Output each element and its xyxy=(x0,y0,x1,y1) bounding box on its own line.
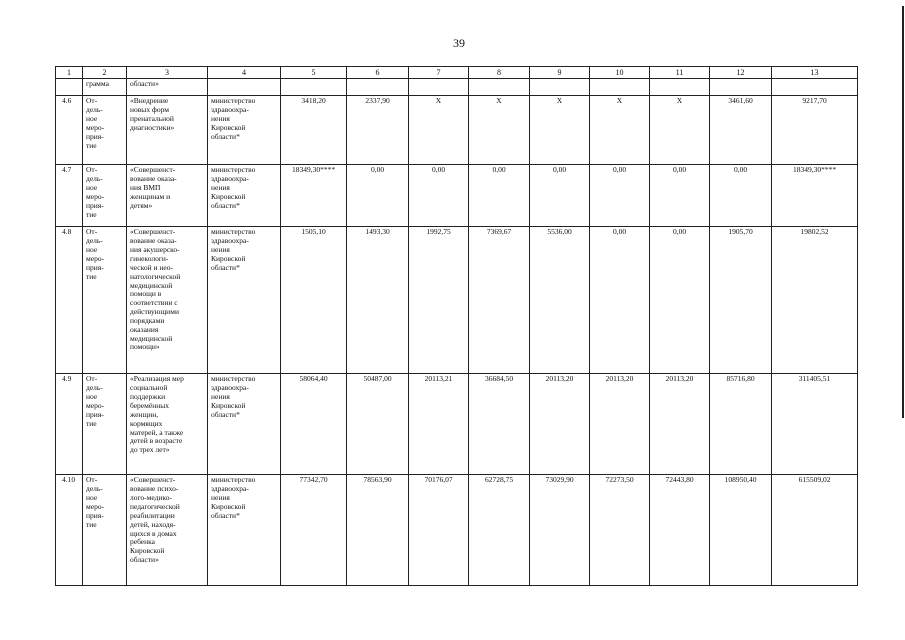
column-number-row xyxy=(56,67,858,79)
value-cell: 18349,30**** xyxy=(772,165,858,227)
row-executor-cell: министерство здравоохра- нения Кировской области* xyxy=(208,96,281,165)
row-name-cell: «Внедрение новых форм пренатальной диагностики» xyxy=(127,96,208,165)
value-cell: 108950,40 xyxy=(710,475,772,586)
value-cell: 20113,20 xyxy=(530,374,590,475)
value-cell: 0,00 xyxy=(710,165,772,227)
value-cell: 36684,50 xyxy=(469,374,530,475)
row-type-cell: От- дель- ное меро- прия- тие xyxy=(83,96,127,165)
column-header-8: 8 xyxy=(469,67,530,79)
column-header-7: 7 xyxy=(409,67,469,79)
row-executor-cell: министерство здравоохра- нения Кировской области* xyxy=(208,227,281,374)
cell: грамма xyxy=(83,79,127,96)
value-cell: X xyxy=(590,96,650,165)
value-cell: 1505,10 xyxy=(281,227,347,374)
value-cell: 0,00 xyxy=(590,227,650,374)
row-number-cell: 4.8 xyxy=(56,227,83,374)
value-cell: 20113,20 xyxy=(650,374,710,475)
cell xyxy=(590,79,650,96)
column-header-13: 13 xyxy=(772,67,858,79)
cell xyxy=(208,79,281,96)
value-cell: 0,00 xyxy=(650,165,710,227)
value-cell: 1493,30 xyxy=(347,227,409,374)
value-cell: 3461,60 xyxy=(710,96,772,165)
column-header-1: 1 xyxy=(56,67,83,79)
value-cell: 20113,21 xyxy=(409,374,469,475)
column-header-3: 3 xyxy=(127,67,208,79)
cell xyxy=(772,79,858,96)
value-cell: 615509,02 xyxy=(772,475,858,586)
table-row xyxy=(56,96,858,165)
table-row xyxy=(56,227,858,374)
cell xyxy=(281,79,347,96)
row-name-cell: «Реализация мер социальной поддержки беремённых женщин, кормящих матерей, а также детей в возрасте до трех лет» xyxy=(127,374,208,475)
value-cell: 70176,07 xyxy=(409,475,469,586)
value-cell: 0,00 xyxy=(590,165,650,227)
column-header-9: 9 xyxy=(530,67,590,79)
row-name-cell: «Совершенст- вование оказа- ния ВМП женщинам и детям» xyxy=(127,165,208,227)
value-cell: 58064,40 xyxy=(281,374,347,475)
value-cell: 0,00 xyxy=(469,165,530,227)
cell: области» xyxy=(127,79,208,96)
cell xyxy=(650,79,710,96)
value-cell: 2337,90 xyxy=(347,96,409,165)
value-cell: 19802,52 xyxy=(772,227,858,374)
value-cell: 77342,70 xyxy=(281,475,347,586)
row-name-cell: «Совершенст- вование психо- лого-медико- педагогической реабилитации детей, находя- щихся в домах ребенка Кировской области» xyxy=(127,475,208,586)
value-cell: 50487,00 xyxy=(347,374,409,475)
value-cell: 0,00 xyxy=(409,165,469,227)
row-number-cell: 4.9 xyxy=(56,374,83,475)
value-cell: 0,00 xyxy=(347,165,409,227)
value-cell: 78563,90 xyxy=(347,475,409,586)
value-cell: X xyxy=(409,96,469,165)
continuation-row xyxy=(56,79,858,96)
row-executor-cell: министерство здравоохра- нения Кировской области* xyxy=(208,374,281,475)
value-cell: 62728,75 xyxy=(469,475,530,586)
value-cell: 311405,51 xyxy=(772,374,858,475)
column-header-12: 12 xyxy=(710,67,772,79)
value-cell: 72443,80 xyxy=(650,475,710,586)
value-cell: 85716,80 xyxy=(710,374,772,475)
column-header-6: 6 xyxy=(347,67,409,79)
column-header-11: 11 xyxy=(650,67,710,79)
value-cell: X xyxy=(530,96,590,165)
column-header-4: 4 xyxy=(208,67,281,79)
value-cell: 20113,20 xyxy=(590,374,650,475)
page-number: 39 xyxy=(453,36,465,50)
table-row xyxy=(56,475,858,586)
row-executor-cell: министерство здравоохра- нения Кировской области* xyxy=(208,475,281,586)
value-cell: 9217,70 xyxy=(772,96,858,165)
budget-table xyxy=(55,66,858,586)
row-number-cell: 4.7 xyxy=(56,165,83,227)
value-cell: X xyxy=(469,96,530,165)
row-executor-cell: министерство здравоохра- нения Кировской области* xyxy=(208,165,281,227)
value-cell: 5536,00 xyxy=(530,227,590,374)
value-cell: 18349,30**** xyxy=(281,165,347,227)
row-number-cell: 4.6 xyxy=(56,96,83,165)
value-cell: 72273,50 xyxy=(590,475,650,586)
cell xyxy=(469,79,530,96)
column-header-10: 10 xyxy=(590,67,650,79)
row-type-cell: От- дель- ное меро- прия- тие xyxy=(83,227,127,374)
value-cell: 1992,75 xyxy=(409,227,469,374)
value-cell: 3418,20 xyxy=(281,96,347,165)
column-header-5: 5 xyxy=(281,67,347,79)
value-cell: 73029,90 xyxy=(530,475,590,586)
row-number-cell: 4.10 xyxy=(56,475,83,586)
row-type-cell: От- дель- ное меро- прия- тие xyxy=(83,165,127,227)
page-edge-rule xyxy=(902,6,904,418)
row-type-cell: От- дель- ное меро- прия- тие xyxy=(83,374,127,475)
row-name-cell: «Совершенст- вование оказа- ния акушерско- гинекологи- ческой и нео- натологической медицинской помощи в соответствии с действующими порядками оказания медицинской помощи» xyxy=(127,227,208,374)
cell xyxy=(56,79,83,96)
value-cell: 0,00 xyxy=(530,165,590,227)
value-cell: 7369,67 xyxy=(469,227,530,374)
table-row xyxy=(56,374,858,475)
value-cell: X xyxy=(650,96,710,165)
value-cell: 1905,70 xyxy=(710,227,772,374)
column-header-2: 2 xyxy=(83,67,127,79)
cell xyxy=(710,79,772,96)
cell xyxy=(409,79,469,96)
row-type-cell: От- дель- ное меро- прия- тие xyxy=(83,475,127,586)
cell xyxy=(530,79,590,96)
table-row xyxy=(56,165,858,227)
cell xyxy=(347,79,409,96)
value-cell: 0,00 xyxy=(650,227,710,374)
